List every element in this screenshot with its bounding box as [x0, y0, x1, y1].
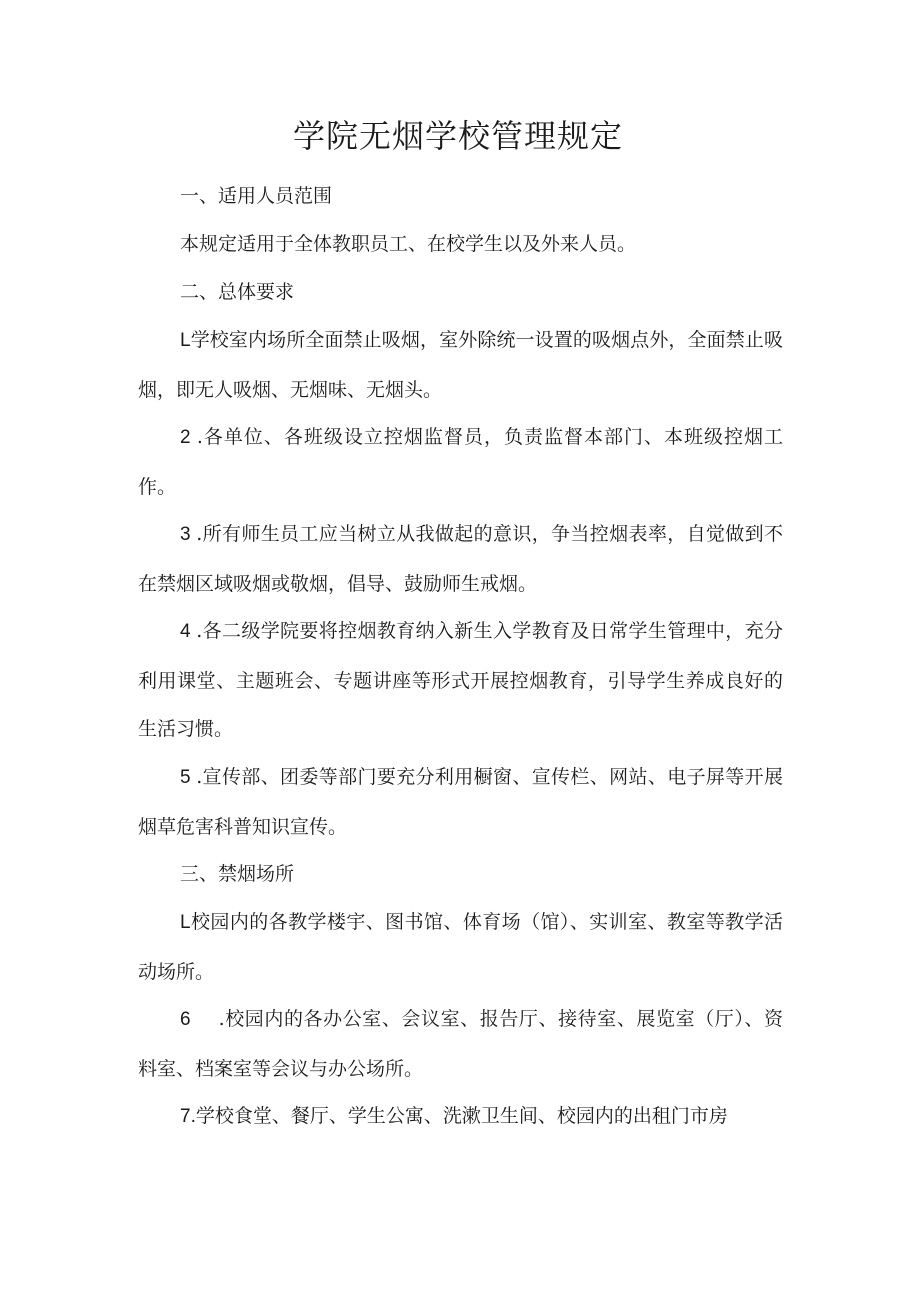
- requirement-item-2: [138, 413, 783, 511]
- item-number: 3: [180, 524, 197, 545]
- document-title: 学院无烟学校管理规定: [292, 117, 623, 155]
- item-text: 校园内的各教学楼宇、图书馆、体育场（馆）、实训室、教室等教学活动场所。: [138, 911, 783, 983]
- place-item-1: [138, 898, 783, 996]
- section-heading-1: 一、适用人员范围: [180, 185, 333, 207]
- item-number: 2: [180, 427, 197, 448]
- item-number: 4: [180, 621, 197, 642]
- place-item-7: [138, 1092, 783, 1142]
- place-item-6: [138, 995, 783, 1093]
- item-number: L: [180, 912, 191, 933]
- item-text: .宣传部、团委等部门要充分利用橱窗、宣传栏、网站、电子屏等开展烟草危害科普知识宣传。: [138, 766, 783, 838]
- item-number: 5: [180, 767, 197, 788]
- item-number: 7.: [180, 1106, 196, 1127]
- section-heading-2: 二、总体要求: [180, 281, 295, 303]
- item-number: L: [180, 330, 191, 351]
- item-number: 6: [180, 1009, 191, 1030]
- item-text: .校园内的各办公室、会议室、报告厅、接待室、展览室（厅）、资料室、档案室等会议与办公场所。: [138, 1008, 783, 1080]
- requirement-item-4: [138, 607, 783, 754]
- item-text: .各单位、各班级设立控烟监督员，负责监督本部门、本班级控烟工作。: [138, 426, 783, 498]
- item-text: 学校食堂、餐厅、学生公寓、洗漱卫生间、校园内的出租门市房: [195, 1105, 728, 1127]
- requirement-item-1: [138, 316, 783, 414]
- requirement-item-3: [138, 510, 783, 608]
- section-1-body: 本规定适用于全体教职员工、在校学生以及外来人员。: [180, 233, 637, 255]
- item-text: .各二级学院要将控烟教育纳入新生入学教育及日常学生管理中，充分利用课堂、主题班会、专题讲座等形式开展控烟教育，引导学生养成良好的生活习惯。: [138, 620, 783, 740]
- item-text: 学校室内场所全面禁止吸烟，室外除统一设置的吸烟点外，全面禁止吸烟，即无人吸烟、无烟味、无烟头。: [138, 329, 783, 401]
- item-text: .所有师生员工应当树立从我做起的意识，争当控烟表率，自觉做到不在禁烟区域吸烟或敬烟，倡导、鼓励师生戒烟。: [138, 523, 783, 595]
- requirement-item-5: [138, 753, 783, 851]
- section-heading-3: 三、禁烟场所: [180, 863, 295, 885]
